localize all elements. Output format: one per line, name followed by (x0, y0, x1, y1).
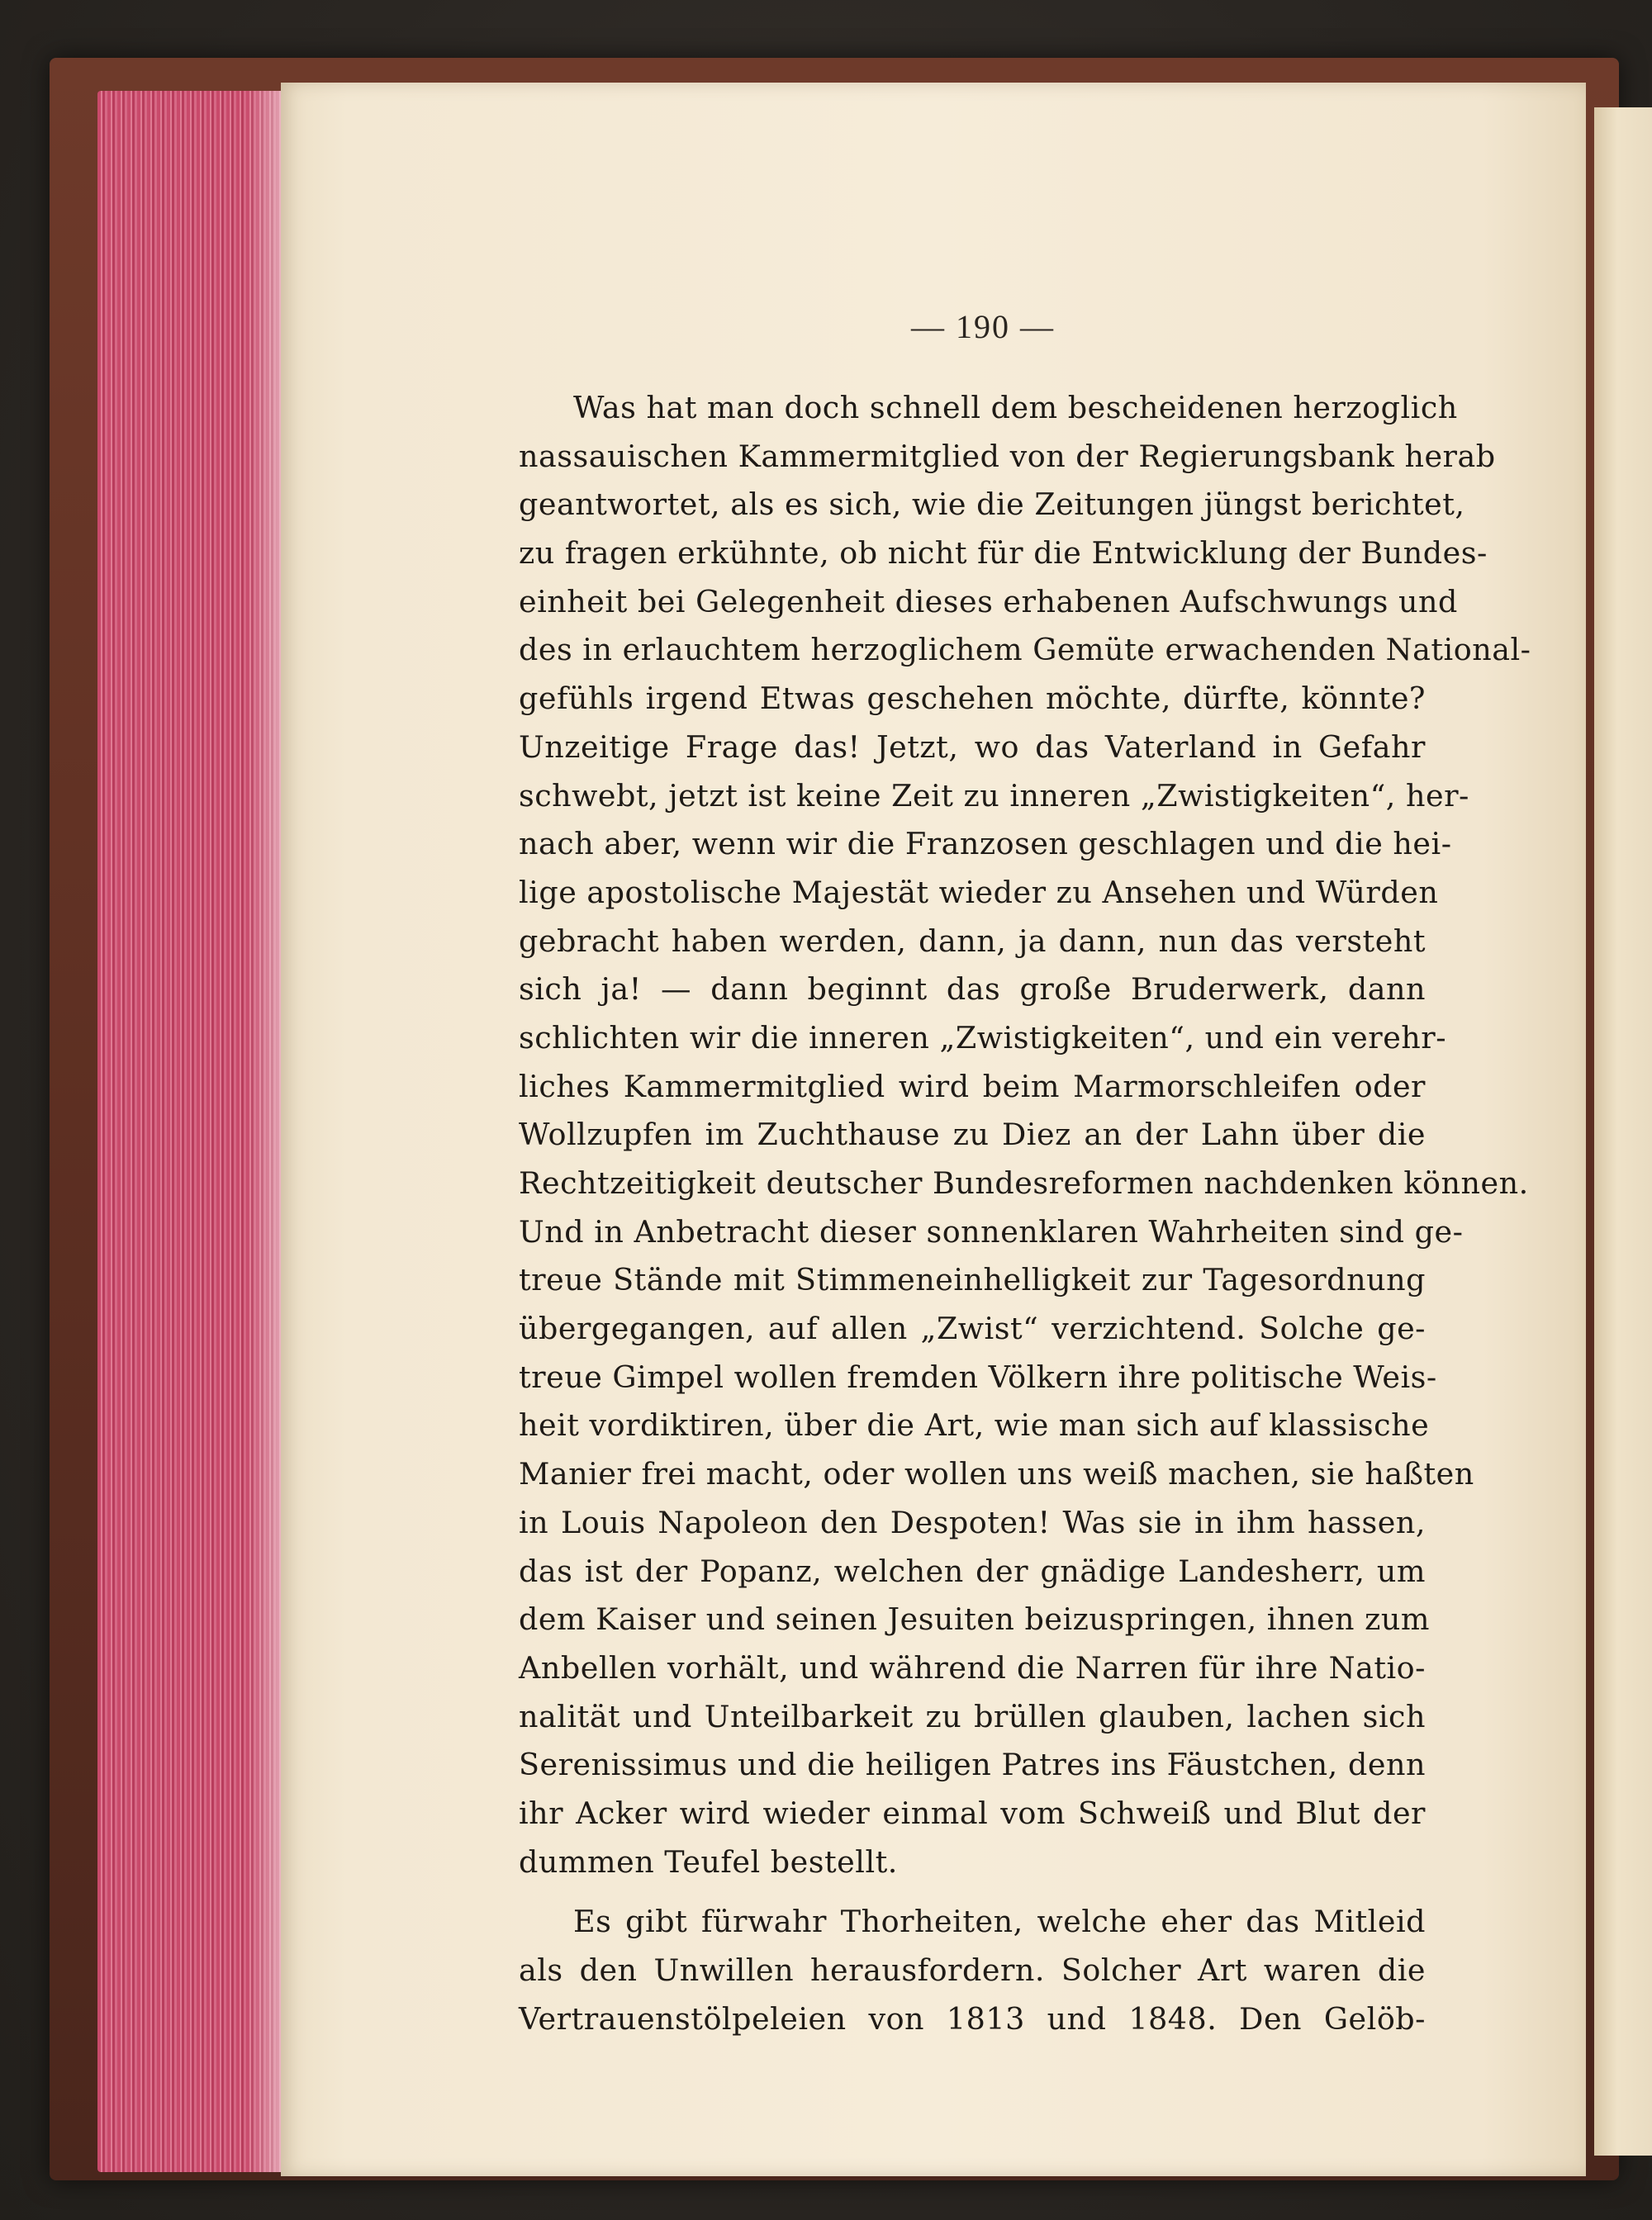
text-line: treue Stände mit Stimmeneinhelligkeit zur Tagesordnung (519, 1262, 1426, 1298)
paragraph-gap (519, 1886, 1426, 1898)
text-line: das ist der Popanz, welchen der gnädige Landesherr, um (519, 1553, 1426, 1589)
text-line: Und in Anbetracht dieser sonnenklaren Wahrheiten sind ge- (519, 1213, 1464, 1250)
text-line: gebracht haben werden, dann, ja dann, nun das versteht (519, 923, 1426, 959)
text-line: Wollzupfen im Zuchthause zu Diez an der Lahn über die (519, 1117, 1426, 1153)
text-line: Vertrauenstölpeleien von 1813 und 1848. Den Gelöb- (519, 2000, 1426, 2037)
page-edges (97, 91, 296, 2172)
text-line: in Louis Napoleon den Despoten! Was sie in ihm hassen, (519, 1504, 1426, 1540)
text-line: schwebt, jetzt ist keine Zeit zu inneren „Zwistigkeiten“, her- (519, 777, 1469, 814)
text-line: Rechtzeitigkeit deutscher Bundesreformen nachdenken können. (519, 1165, 1529, 1201)
text-line: zu fragen erkühnte, ob nicht für die Entwicklung der Bundes- (519, 535, 1488, 572)
text-line: übergegangen, auf allen „Zwist“ verzichtend. Solche ge- (519, 1311, 1426, 1347)
text-line: lige apostolische Majestät wieder zu Ansehen und Würden (519, 874, 1439, 910)
text-line: treue Gimpel wollen fremden Völkern ihre politische Weis- (519, 1359, 1437, 1395)
text-line: des in erlauchtem herzoglichem Gemüte erwachenden National- (519, 632, 1531, 668)
text-line: einheit bei Gelegenheit dieses erhabenen Aufschwungs und (519, 583, 1458, 619)
text-line: Serenissimus und die heiligen Patres ins Fäustchen, denn (519, 1747, 1426, 1783)
text-line: liches Kammermitglied wird beim Marmorschleifen oder (519, 1068, 1426, 1104)
text-line: Manier frei macht, oder wollen uns weiß machen, sie haßten (519, 1456, 1474, 1492)
text-line: dem Kaiser und seinen Jesuiten beizuspringen, ihnen zum (519, 1601, 1431, 1638)
text-line: Unzeitige Frage das! Jetzt, wo das Vaterland in Gefahr (519, 728, 1426, 765)
text-line: Anbellen vorhält, und während die Narren für ihre Natio- (519, 1649, 1426, 1686)
text-line: dummen Teufel bestellt. (519, 1843, 898, 1880)
text-line: schlichten wir die inneren „Zwistigkeiten“, und ein verehr- (519, 1019, 1447, 1055)
text-line: sich ja! — dann beginnt das große Bruderwerk, dann (519, 971, 1426, 1008)
text-line: geantwortet, als es sich, wie die Zeitungen jüngst berichtet, (519, 486, 1465, 523)
text-line: als den Unwillen herausfordern. Solcher Art waren die (519, 1952, 1426, 1988)
text-line: nassauischen Kammermitglied von der Regierungsbank herab (519, 438, 1496, 474)
text-line: gefühls irgend Etwas geschehen möchte, dürfte, könnte? (519, 681, 1426, 717)
text-line: ihr Acker wird wieder einmal vom Schweiß und Blut der (519, 1795, 1426, 1831)
page-number: — 190 — (911, 308, 1055, 345)
body-text (519, 384, 1531, 2043)
text-line: Es gibt fürwahr Thorheiten, welche eher das Mitleid (573, 1904, 1426, 1940)
opposite-page-edge (1594, 107, 1652, 2156)
text-line: heit vordiktiren, über die Art, wie man sich auf klassische (519, 1407, 1430, 1444)
text-line: nalität und Unteilbarkeit zu brüllen glauben, lachen sich (519, 1698, 1426, 1734)
text-line: Was hat man doch schnell dem bescheidenen herzoglich (573, 390, 1458, 425)
text-line: nach aber, wenn wir die Franzosen geschlagen und die hei- (519, 826, 1452, 862)
